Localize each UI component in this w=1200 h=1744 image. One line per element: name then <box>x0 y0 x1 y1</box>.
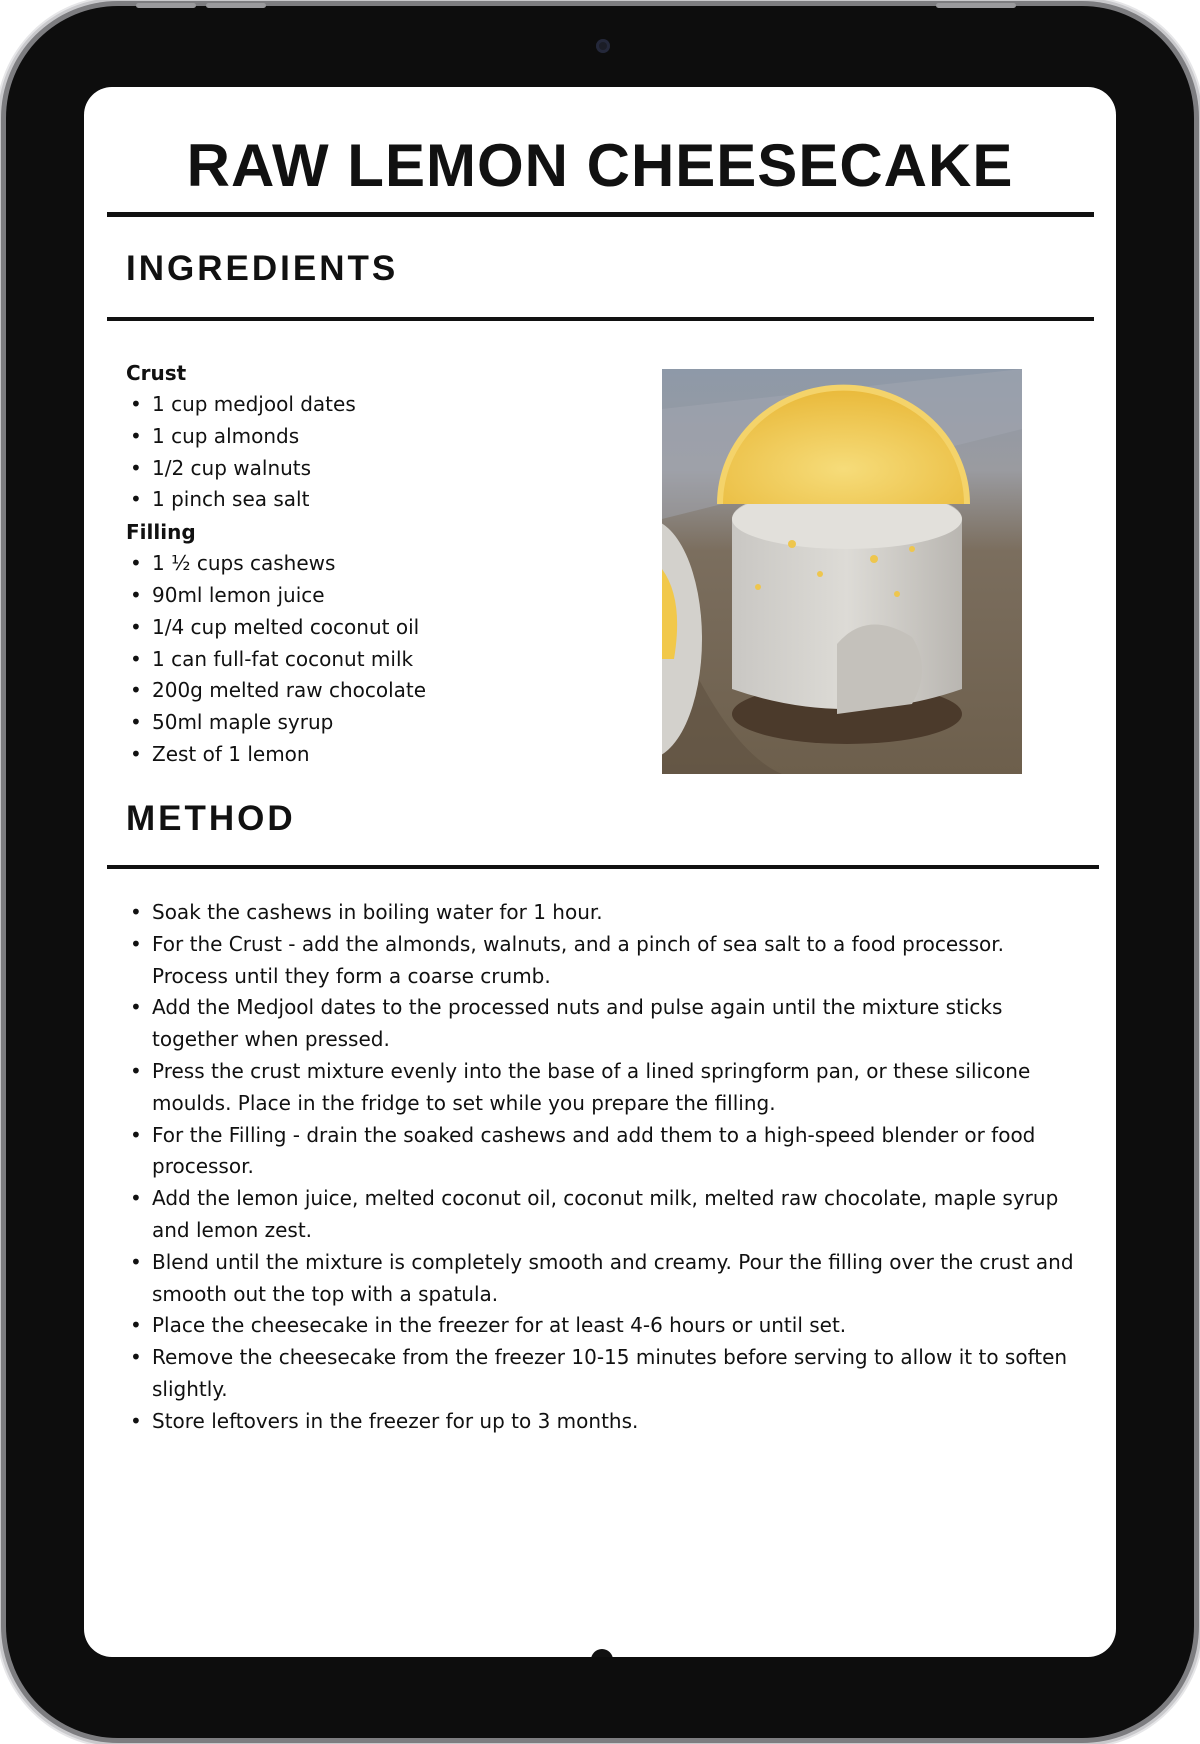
method-step: • Add the Medjool dates to the processed nuts and pulse again until the mixture sticks together when pressed. <box>126 992 1076 1056</box>
ingredients-heading: INGREDIENTS <box>126 249 399 288</box>
method-divider <box>107 865 1099 869</box>
ingredients-divider <box>107 317 1094 321</box>
ingredient-item: • 1/2 cup walnuts <box>126 453 646 485</box>
ingredient-item: • 1 can full-fat coconut milk <box>126 644 646 676</box>
ingredient-group-label: Crust <box>126 361 187 385</box>
page-number-badge <box>591 1649 613 1657</box>
ingredient-item: • Zest of 1 lemon <box>126 739 646 771</box>
method-step: • Place the cheesecake in the freezer for at least 4-6 hours or until set. <box>126 1310 1076 1342</box>
ingredient-item: • 1 cup medjool dates <box>126 389 646 421</box>
document-page[interactable] <box>84 87 1116 1657</box>
ingredient-item: • 1 pinch sea salt <box>126 484 646 516</box>
method-step: • Blend until the mixture is completely smooth and creamy. Pour the filling over the crust and smooth out the top with a spatula. <box>126 1247 1076 1311</box>
ingredients-list <box>126 357 646 771</box>
method-step: • Soak the cashews in boiling water for 1 hour. <box>126 897 1076 929</box>
volume-button <box>136 3 196 8</box>
method-step: • For the Crust - add the almonds, walnuts, and a pinch of sea salt to a food processor. Process until they form a coarse crumb. <box>126 929 1076 993</box>
ingredient-group-label: Filling <box>126 520 196 545</box>
power-button <box>936 3 1016 8</box>
tablet-device <box>6 6 1194 1738</box>
title-divider <box>107 212 1094 217</box>
ingredient-item: • 200g melted raw chocolate <box>126 675 646 707</box>
volume-button <box>206 3 266 8</box>
cheesecake-photo <box>662 369 1022 774</box>
method-step: • For the Filling - drain the soaked cashews and add them to a high-speed blender or food processor. <box>126 1120 1076 1184</box>
ingredient-item: • 90ml lemon juice <box>126 580 646 612</box>
method-steps <box>126 897 1076 1438</box>
ingredient-item: • 1/4 cup melted coconut oil <box>126 612 646 644</box>
ingredient-item: • 1 ½ cups cashews <box>126 548 646 580</box>
ingredient-item: • 50ml maple syrup <box>126 707 646 739</box>
method-step: • Press the crust mixture evenly into the base of a lined springform pan, or these silicone moulds. Place in the fridge to set while you prepare the filling. <box>126 1056 1076 1120</box>
cheesecake-illustration <box>662 369 1022 774</box>
recipe-title: RAW LEMON CHEESECAKE <box>186 132 1014 199</box>
method-step: • Remove the cheesecake from the freezer 10-15 minutes before serving to allow it to soften slightly. <box>126 1342 1076 1406</box>
ingredient-item: • 1 cup almonds <box>126 421 646 453</box>
method-step: • Add the lemon juice, melted coconut oil, coconut milk, melted raw chocolate, maple syrup and lemon zest. <box>126 1183 1076 1247</box>
method-step: • Store leftovers in the freezer for up to 3 months. <box>126 1406 1076 1438</box>
front-camera <box>596 39 610 53</box>
method-heading: METHOD <box>126 799 296 838</box>
crust-ingredients <box>126 389 646 516</box>
filling-ingredients <box>126 548 646 771</box>
